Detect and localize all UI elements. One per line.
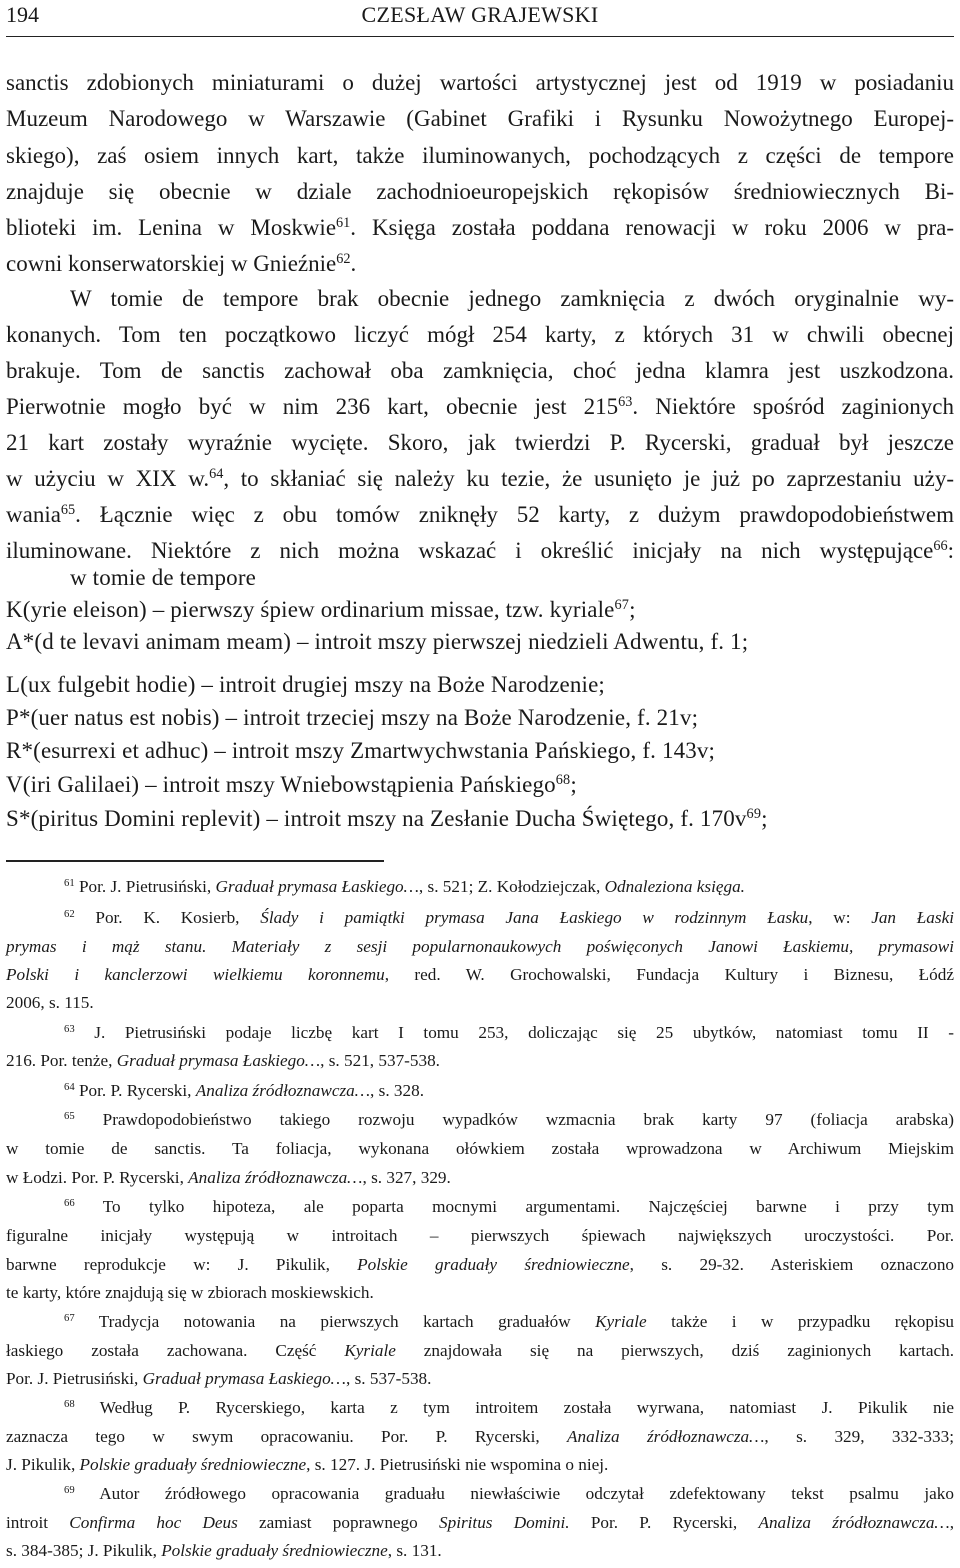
footnote-line: 2006, s. 115.	[6, 993, 94, 1012]
footnote-ref[interactable]: 64	[209, 466, 224, 483]
body-line: wania$^{65}$. Łącznie więc z obu tomów zniknęły 52 karty, z dużym prawdopodobieństwem	[6, 502, 954, 527]
footnote-66: $^{66}$ To tylko hipoteza, ale poparta mocnymi argumentami. Najczęściej barwne i przy tym	[64, 1197, 954, 1216]
footnote-ref[interactable]: 63	[618, 394, 633, 411]
body-line: w użyciu w XIX w.$^{64}$, to skłaniać się należy ku tezie, że usunięto je już po zaprzestaniu uży-	[6, 466, 954, 491]
footnote-line: zaznacza tego w swym opracowaniu. Por. P. Rycerski, Analiza źródłoznawcza…, s. 329, 332-333;	[6, 1427, 954, 1446]
body-line: Muzeum Narodowego w Warszawie (Gabinet Grafiki i Rysunku Nowożytnego Europej-	[6, 106, 954, 131]
footnote-line: Polski i kanclerzowi wielkiemu koronnemu, red. W. Grochowalski, Fundacja Kultury i Biznesu, Łódź	[6, 965, 954, 984]
list-item: V(iri Galilaei) – introit mszy Wniebowstąpienia Pańskiego$^{68}$;	[6, 772, 577, 797]
body-line: 21 kart zostały wyraźnie wycięte. Skoro, jak twierdzi P. Rycerski, graduał był jeszcze	[6, 430, 954, 455]
footnote-67: $^{67}$ Tradycja notowania na pierwszych kartach graduałów Kyriale także i w przypadku rękopisu	[64, 1312, 954, 1331]
footnote-line: barwne reprodukcje w: J. Pikulik, Polskie graduały średniowieczne, s. 29-32. Asteriskiem oznaczono	[6, 1255, 955, 1274]
list-item: L(ux fulgebit hodie) – introit drugiej mszy na Boże Narodzenie;	[6, 672, 605, 697]
footnote-line: figuralne inicjały występują w introitach – pierwszych śpiewach największych uroczystości. Por.	[6, 1226, 954, 1245]
footnote-separator	[6, 860, 384, 862]
body-line: Pierwotnie mogło być w nim 236 kart, obecnie jest $215^{63}$. Niektóre spośród zaginionych	[6, 394, 954, 419]
body-line: konanych. Tom ten początkowo liczyć mógł 254 karty, z których 31 w chwili obecnej	[6, 322, 954, 347]
running-head	[6, 0, 954, 36]
footnote-line: prymas i mąż stanu. Materiały z sesji popularnonaukowych poświęconych Janowi Łaskiemu, prymasowi	[6, 937, 954, 956]
footnote-line: s. 384-385; J. Pikulik, Polskie graduały średniowieczne, s. 131.	[6, 1541, 442, 1560]
footnote-64: $^{64}$ Por. P. Rycerski, Analiza źródłoznawcza…, s. 328.	[64, 1081, 424, 1100]
running-title: CZESŁAW GRAJEWSKI	[361, 2, 599, 27]
footnote-61: $^{61}$ Por. J. Pietrusiński, Graduał prymasa Łaskiego…, s. 521; Z. Kołodziejczak, Odnaleziona księga.	[64, 877, 745, 896]
footnote-line: te karty, które znajdują się w zbiorach moskiewskich.	[6, 1283, 374, 1302]
body-line: W tomie de tempore brak obecnie jednego zamknięcia z dwóch oryginalnie wy-	[70, 286, 954, 311]
body-line: cowni konserwatorskiej w Gnieźnie$^{62}$.	[6, 251, 357, 276]
footnote-line: introit Confirma hoc Deus zamiast poprawnego Spiritus Domini. Por. P. Rycerski, Analiza źródłoznawcza…,	[6, 1513, 954, 1532]
list-item: K(yrie eleison) – pierwszy śpiew ordinarium missae, tzw. kyriale$^{67}$;	[6, 597, 636, 622]
footnote-ref[interactable]: 62	[336, 251, 351, 268]
footnote-ref[interactable]: 65	[60, 502, 76, 519]
footnote-line: łaskiego została zachowana. Część Kyriale znajdowała się na pierwszych, dziś zaginionych kartach.	[6, 1341, 954, 1360]
body-line: iluminowane. Niektóre z nich można wskazać i określić inicjały na nich występujące$^{66}$:	[6, 538, 954, 563]
footnote-68: $^{68}$ Według P. Rycerskiego, karta z tym introitem została wyrwana, natomiast J. Pikulik nie	[64, 1398, 954, 1417]
footnote-ref[interactable]: 69	[746, 806, 762, 823]
body-line: brakuje. Tom de sanctis zachował oba zamknięcia, choć jedna klamra jest uszkodzona.	[6, 358, 954, 383]
list-item: A*(d te levavi animam meam) – introit mszy pierwszej niedzieli Adwentu, f. 1;	[6, 629, 749, 654]
page-number: 194	[6, 2, 39, 27]
footnote-line: w tomie de sanctis. Ta foliacja, wykonana ołówkiem została wprowadzona w Archiwum Miejskim	[6, 1139, 954, 1158]
footnote-63: $^{63}$ J. Pietrusiński podaje liczbę kart I tomu 253, doliczając się 25 ubytków, natomiast tomu II -	[64, 1023, 954, 1042]
list-item: P*(uer natus est nobis) – introit trzeciej mszy na Boże Narodzenie, f. 21v;	[6, 705, 699, 730]
footnote-line: 216. Por. tenże, Graduał prymasa Łaskiego…, s. 521, 537-538.	[6, 1051, 440, 1070]
body-line: sanctis zdobionych miniaturami o dużej wartości artystycznej jest od 1919 w posiadaniu	[6, 70, 954, 95]
footnote-line: w Łodzi. Por. P. Rycerski, Analiza źródłoznawcza…, s. 327, 329.	[6, 1168, 451, 1187]
footnote-65: $^{65}$ Prawdopodobieństwo takiego rozwoju wypadków wzmacnia brak karty 97 (foliacja arabska)	[64, 1110, 954, 1129]
footnote-line: J. Pikulik, Polskie graduały średniowieczne, s. 127. J. Pietrusiński nie wspomina o niej.	[6, 1455, 609, 1474]
list-item: S*(piritus Domini replevit) – introit mszy na Zesłanie Ducha Świętego, f. $170v^{69}$;	[6, 806, 768, 831]
header-rule	[6, 36, 954, 37]
footnote-ref[interactable]: 66	[933, 538, 948, 555]
body-line: znajduje się obecnie w dziale zachodnioeuropejskich rękopisów średniowiecznych Bi-	[6, 179, 954, 204]
footnote-ref[interactable]: 68	[555, 772, 571, 789]
list-item: R*(esurrexi et adhuc) – introit mszy Zmartwychwstania Pańskiego, f. 143v;	[6, 738, 716, 763]
body-line: skiego), zaś osiem innych kart, także iluminowanych, pochodzących z części de tempore	[6, 143, 954, 168]
footnote-ref[interactable]: 61	[336, 215, 351, 232]
footnote-line: Por. J. Pietrusiński, Graduał prymasa Łaskiego…, s. 537-538.	[6, 1369, 432, 1388]
list-heading: w tomie de tempore	[70, 565, 257, 590]
footnote-62: $^{62}$ Por. K. Kosierb, Ślady i pamiątki prymasa Jana Łaskiego w rodzinnym Łasku, w: Jan Łaski	[64, 908, 954, 927]
footnote-69: $^{69}$ Autor źródłowego opracowania graduału niewłaściwie odczytał zdefektowany tekst psalmu jako	[64, 1484, 954, 1503]
body-line: blioteki im. Lenina w Moskwie$^{61}$. Księga została poddana renowacji w roku 2006 w pra-	[6, 215, 954, 240]
footnote-ref[interactable]: 67	[614, 597, 630, 614]
